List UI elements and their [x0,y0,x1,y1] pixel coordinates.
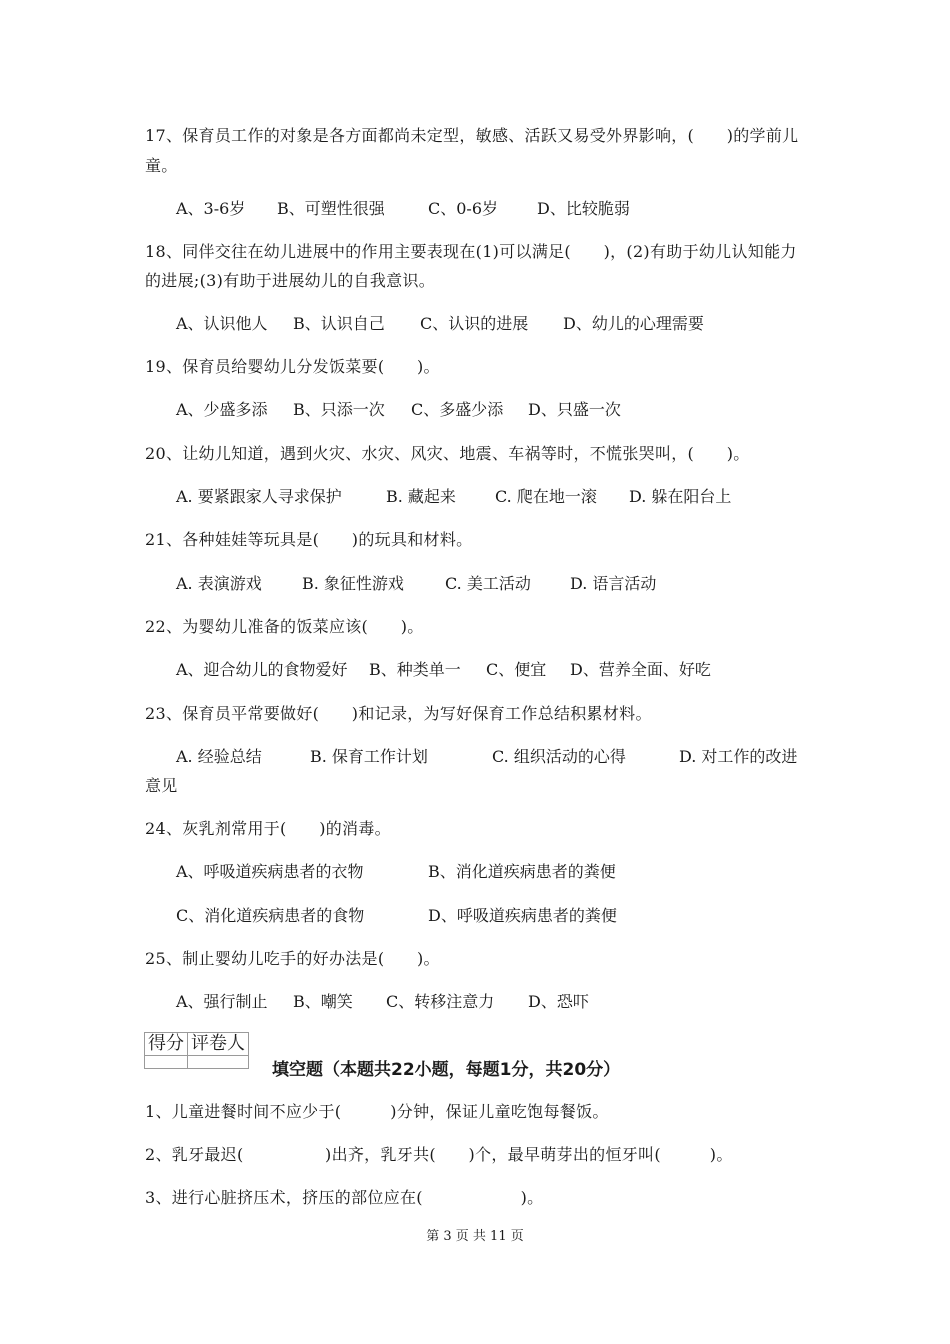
fill-blank-1: 1、儿童进餐时间不应少于( )分钟，保证儿童吃饱每餐饭。 [145,1102,609,1121]
question-24-option-b: B、消化道疾病患者的粪便 [428,862,616,881]
question-21-option-a: A. 表演游戏 [176,574,262,593]
question-19-option-b: B、只添一次 [293,400,385,419]
question-17-option-d: D、比较脆弱 [537,199,630,218]
grader-label: 评卷人 [188,1033,249,1056]
question-23-option-a: A. 经验总结 [176,747,262,766]
question-18-option-b: B、认识自己 [293,314,385,333]
question-21-option-d: D. 语言活动 [570,574,657,593]
question-23-option-c: C. 组织活动的心得 [492,747,626,766]
section-title: 填空题（本题共22小题，每题1分，共20分） [272,1060,621,1080]
question-24-option-a: A、呼吸道疾病患者的衣物 [176,862,364,881]
question-18-option-d: D、幼儿的心理需要 [563,314,704,333]
question-17-option-a: A、3-6岁 [176,199,246,218]
question-25-line-1: 25、制止婴幼儿吃手的好办法是( )。 [145,949,440,968]
question-23-option-b: B. 保育工作计划 [310,747,428,766]
question-25-option-a: A、强行制止 [176,992,268,1011]
question-24-line-1: 24、灰乳剂常用于( )的消毒。 [145,819,391,838]
page-footer: 第 3 页 共 11 页 [426,1229,524,1244]
question-25-option-b: B、嘲笑 [293,992,353,1011]
score-label: 得分 [145,1033,188,1056]
question-18-line-2: 的进展;(3)有助于进展幼儿的自我意识。 [145,271,436,290]
question-17-line-1: 17、保育员工作的对象是各方面都尚未定型，敏感、活跃又易受外界影响，( )的学前儿 [145,126,799,145]
question-24-option-c: C、消化道疾病患者的食物 [176,906,365,925]
question-18-line-1: 18、同伴交往在幼儿进展中的作用主要表现在(1)可以满足( )，(2)有助于幼儿认知能力 [145,242,797,261]
question-23-line-1: 23、保育员平常要做好( )和记录，为写好保育工作总结积累材料。 [145,704,652,723]
question-19-option-d: D、只盛一次 [528,400,621,419]
question-17-line-2: 童。 [145,156,178,175]
question-20-option-d: D. 躲在阳台上 [629,487,732,506]
question-19-line-1: 19、保育员给婴幼儿分发饭菜要( )。 [145,357,440,376]
question-21-option-c: C. 美工活动 [445,574,531,593]
fill-blank-3: 3、进行心脏挤压术，挤压的部位应在( )。 [145,1188,544,1207]
question-17-option-c: C、0-6岁 [428,199,499,218]
question-21-line-1: 21、各种娃娃等玩具是( )的玩具和材料。 [145,530,473,549]
question-24-option-d: D、呼吸道疾病患者的粪便 [428,906,617,925]
score-box [144,1032,249,1069]
question-20-option-c: C. 爬在地一滚 [495,487,597,506]
question-19-option-c: C、多盛少添 [411,400,504,419]
question-22-option-b: B、种类单一 [369,660,461,679]
question-22-option-d: D、营养全面、好吃 [570,660,711,679]
question-25-option-d: D、恐吓 [528,992,589,1011]
question-17-option-b: B、可塑性很强 [277,199,385,218]
question-22-option-a: A、迎合幼儿的食物爱好 [176,660,348,679]
question-22-option-c: C、便宜 [486,660,547,679]
grader-cell [188,1056,249,1069]
question-21-option-b: B. 象征性游戏 [302,574,404,593]
fill-blank-2: 2、乳牙最迟( )出齐，乳牙共( )个，最早萌芽出的恒牙叫( )。 [145,1145,733,1164]
question-23-option-d: D. 对工作的改进 [679,747,798,766]
question-19-option-a: A、少盛多添 [176,400,268,419]
question-20-option-a: A. 要紧跟家人寻求保护 [176,487,342,506]
question-25-option-c: C、转移注意力 [386,992,495,1011]
question-20-line-1: 20、让幼儿知道，遇到火灾、水灾、风灾、地震、车祸等时，不慌张哭叫，( )。 [145,444,750,463]
question-20-option-b: B. 藏起来 [386,487,456,506]
question-22-line-1: 22、为婴幼儿准备的饭菜应该( )。 [145,617,424,636]
question-18-option-c: C、认识的进展 [420,314,529,333]
score-cell [145,1056,188,1069]
question-23-continuation: 意见 [145,776,178,795]
question-18-option-a: A、认识他人 [176,314,268,333]
